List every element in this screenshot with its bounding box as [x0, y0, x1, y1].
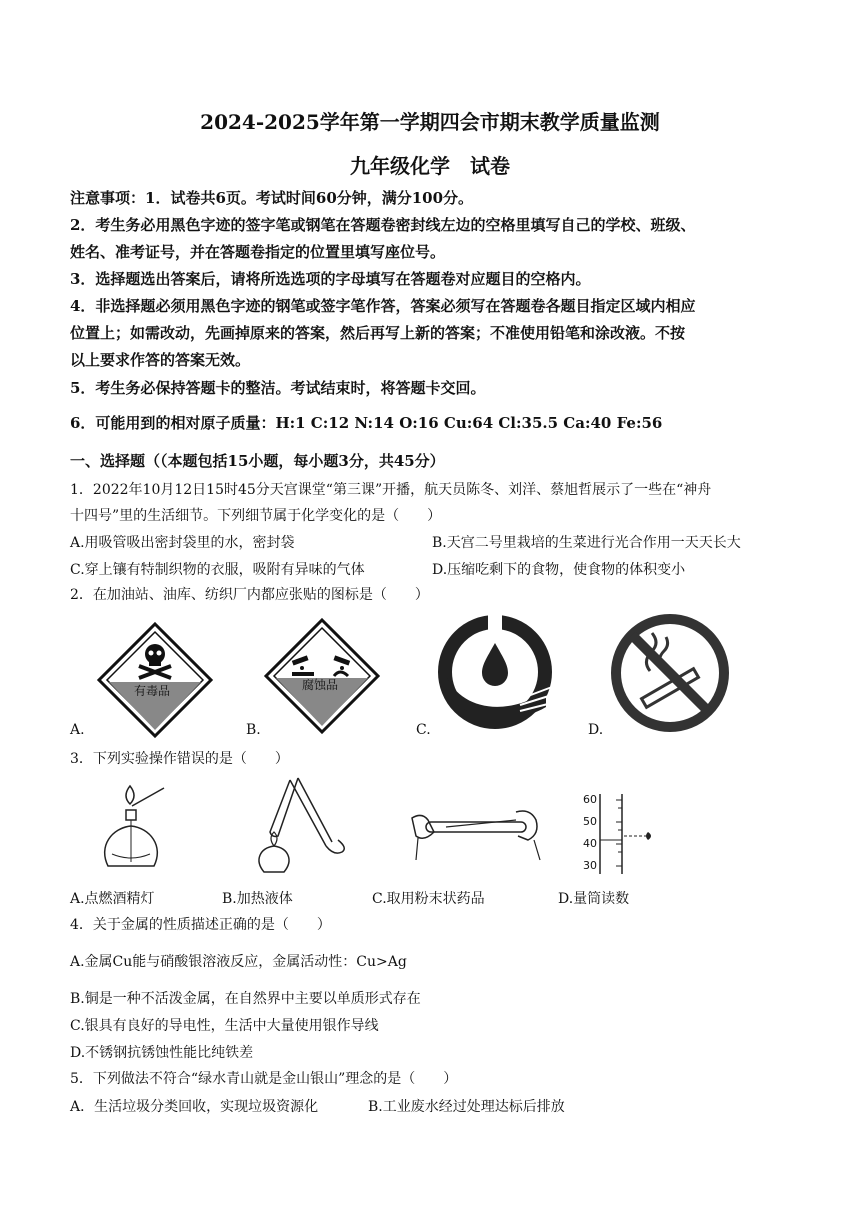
alcohol-lamp-icon — [98, 776, 178, 876]
note-line-5: 4．非选择题必须用黑色字迹的钢笔或签字笔作答，答案必须写在答题卷各题目指定区域内相应 — [70, 297, 696, 315]
q4-option-a: A.金属Cu能与硝酸银溶液反应，金属活动性：Cu>Ag — [70, 954, 407, 970]
note-line-2: 2．考生务必用黑色字迹的签字笔或钢笔在答题卷密封线左边的空格里填写自己的学校、班级、 — [70, 216, 696, 234]
q3-option-a: A.点燃酒精灯 — [70, 891, 155, 907]
cylinder-mark-40: 40 — [583, 837, 597, 850]
q1-stem-line-1: 1．2022年10月12日15时45分天宫课堂“第三课”开播，航天员陈冬、刘洋、蔡旭哲展示了一些在“神舟 — [70, 482, 712, 498]
q3-stem: 3．下列实验操作错误的是（ ） — [70, 751, 289, 767]
q1-option-a: A.用吸管吸出密封袋里的水，密封袋 — [70, 535, 295, 551]
q5-option-a: A．生活垃圾分类回收，实现垃圾资源化 — [70, 1099, 319, 1115]
note-line-8: 5．考生务必保持答题卡的整洁。考试结束时，将答题卡交回。 — [70, 379, 486, 397]
q4-option-b: B.铜是一种不活泼金属，在自然界中主要以单质形式存在 — [70, 991, 421, 1007]
q5-stem: 5．下列做法不符合“绿水青山就是金山银山”理念的是（ ） — [70, 1071, 458, 1087]
q3-option-c: C.取用粉末状药品 — [372, 891, 485, 907]
cylinder-mark-50: 50 — [583, 815, 597, 828]
note-line-4: 3．选择题选出答案后，请将所选选项的字母填写在答题卷对应题目的空格内。 — [70, 270, 591, 288]
exam-title: 2024-2025学年第一学期四会市期末教学质量监测 — [200, 110, 660, 134]
section-heading: 一、选择题（（本题包括15小题，每小题3分，共45分） — [70, 452, 445, 470]
q2-option-b-label: B. — [246, 722, 261, 738]
cylinder-mark-30: 30 — [583, 859, 597, 872]
corrosive-sign-label: 腐蚀品 — [302, 678, 339, 692]
q2-option-d-label: D. — [588, 722, 604, 738]
q5-option-b: B.工业废水经过处理达标后排放 — [368, 1099, 565, 1115]
cylinder-mark-60: 60 — [583, 793, 597, 806]
q2-option-a-label: A. — [70, 722, 85, 738]
q3-option-b: B.加热液体 — [222, 891, 293, 907]
note-line-3: 姓名、准考证号，并在答题卷指定的位置里填写座位号。 — [70, 243, 446, 261]
q1-option-b: B.天宫二号里栽培的生菜进行光合作用一天天长大 — [432, 535, 741, 551]
q4-option-c: C.银具有良好的导电性，生活中大量使用银作导线 — [70, 1018, 379, 1034]
powder-sampling-icon — [406, 798, 546, 868]
heating-test-tube-icon — [246, 776, 356, 878]
q2-stem: 2．在加油站、油库、纺织厂内都应张贴的图标是（ ） — [70, 587, 429, 603]
toxic-sign-icon — [95, 620, 215, 740]
q4-option-d: D.不锈钢抗锈蚀性能比纯铁差 — [70, 1045, 254, 1061]
q1-stem-line-2: 十四号”里的生活细节。下列细节属于化学变化的是（ ） — [70, 508, 442, 524]
q2-option-c-label: C. — [416, 722, 431, 738]
q4-stem: 4．关于金属的性质描述正确的是（ ） — [70, 917, 331, 933]
q1-option-c: C.穿上镶有特制织物的衣服，吸附有异味的气体 — [70, 562, 365, 578]
q3-option-d: D.量筒读数 — [558, 891, 630, 907]
toxic-sign-label: 有毒品 — [134, 684, 171, 698]
q1-option-d: D.压缩吃剩下的食物，使食物的体积变小 — [432, 562, 686, 578]
note-line-7: 以上要求作答的答案无效。 — [70, 351, 251, 369]
water-saving-sign-icon — [436, 613, 554, 731]
note-line-9: 6．可能用到的相对原子质量：H:1 C:12 N:14 O:16 Cu:64 Cl:35.5 Ca:40 Fe:56 — [70, 414, 663, 432]
note-line-6: 位置上；如需改动，先画掉原来的答案，然后再写上新的答案；不准使用铅笔和涂改液。不按 — [70, 324, 686, 342]
exam-subtitle: 九年级化学 试卷 — [350, 154, 510, 178]
note-line-1: 注意事项：1．试卷共6页。考试时间60分钟，满分100分。 — [70, 189, 474, 207]
no-smoking-sign-icon — [610, 613, 730, 733]
